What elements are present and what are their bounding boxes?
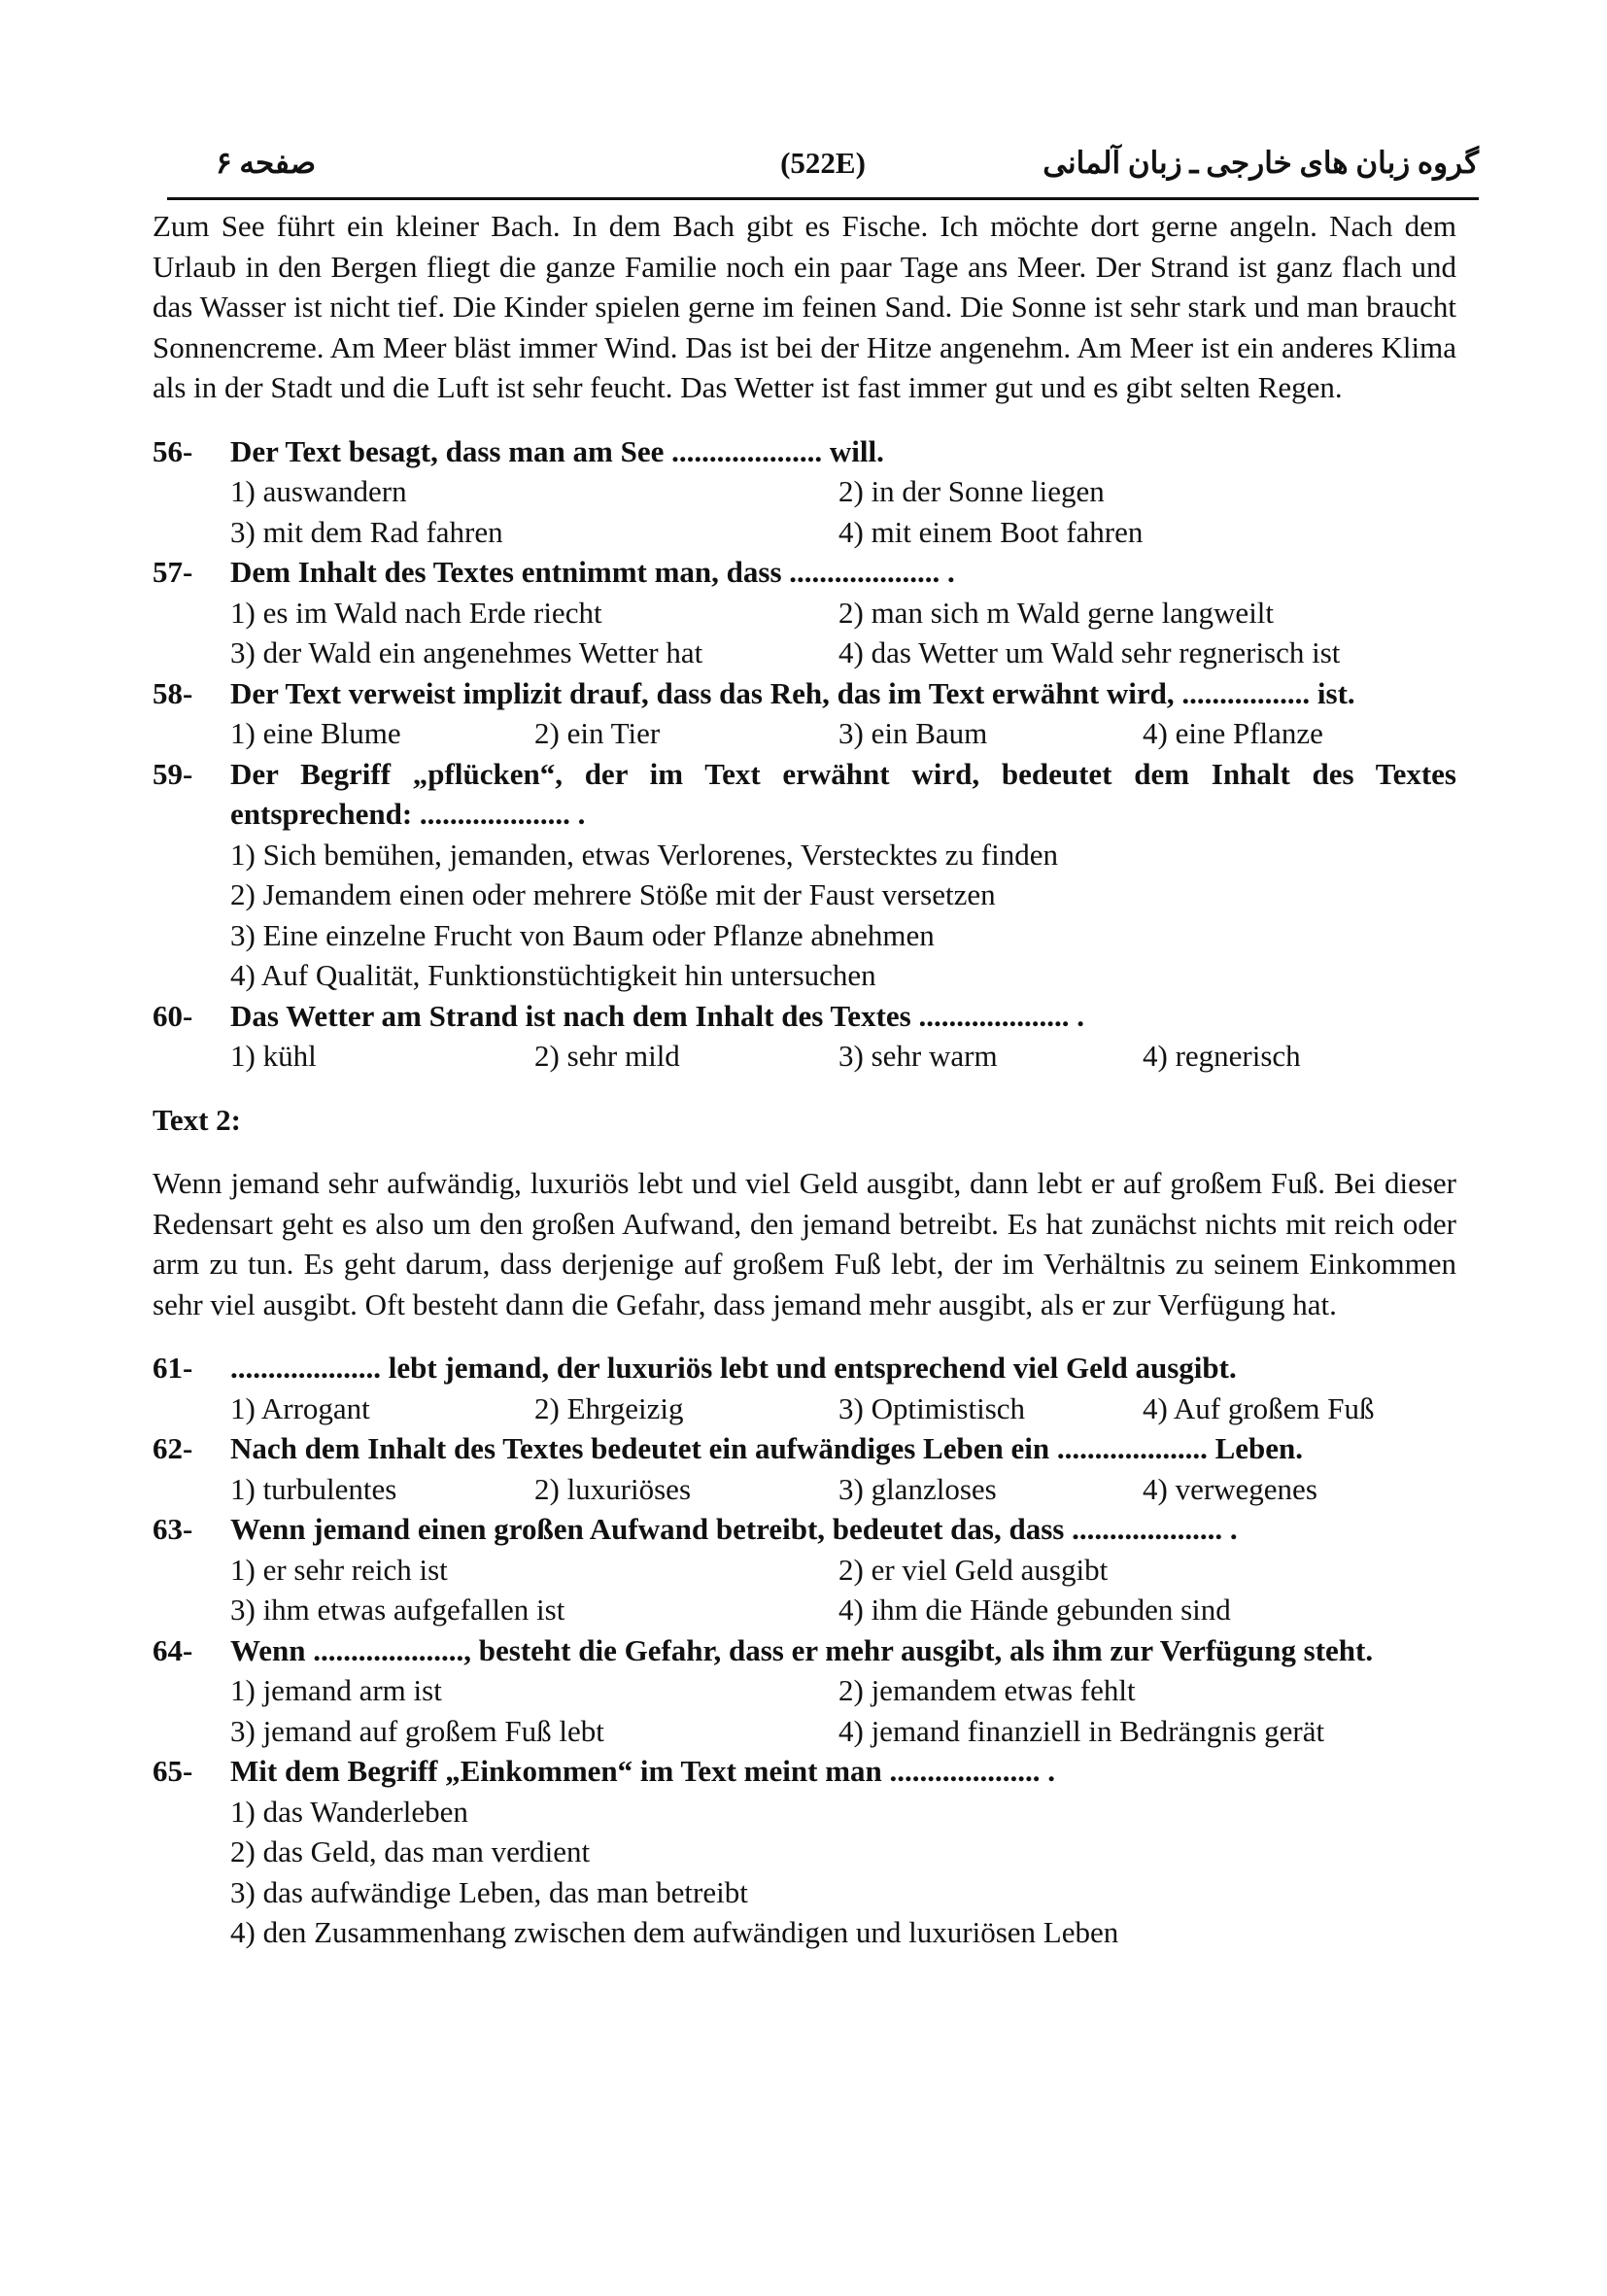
answer-option[interactable]: 4) regnerisch [1143,1039,1301,1073]
exam-group-title: گروه زبان های خارجی ـ زبان آلمانی [1043,146,1479,180]
answer-option[interactable]: 4) eine Pflanze [1143,716,1323,750]
question-number: 64- [153,1632,193,1667]
question-text: Der Text besagt, dass man am See .................... will. [230,433,884,468]
answer-option[interactable]: 2) Jemandem einen oder mehrere Stöße mit der Faust versetzen [230,877,996,911]
answer-option[interactable]: 1) kühl [230,1039,317,1073]
answer-options [230,1670,1456,1751]
answer-option[interactable]: 3) das aufwändige Leben, das man betreibt [230,1874,748,1909]
para-line: Strand ist ganz flach und das Wasser ist nicht tief. Die Kinder spielen gerne im feinen Sand. [153,249,1457,324]
page-content [153,206,1456,1953]
answer-option[interactable]: 3) der Wald ein angenehmes Wetter hat [230,635,703,669]
answer-option[interactable]: 2) man sich m Wald gerne langweilt [838,595,1275,630]
question-number: 56- [153,433,193,468]
intro-paragraph [153,206,1456,408]
question-58 [153,673,1456,754]
question-text: Mit dem Begriff „Einkommen“ im Text meint man .................... . [230,1754,1056,1788]
question-number: 58- [153,675,193,710]
answer-options [230,1469,1456,1510]
answer-option[interactable]: 1) turbulentes [230,1471,397,1506]
answer-option[interactable]: 4) mit einem Boot fahren [838,514,1144,549]
text2-paragraph [153,1163,1456,1324]
answer-option[interactable]: 2) Ehrgeizig [534,1390,684,1425]
para-line: Die Sonne ist sehr stark und man braucht Sonnencreme. Am Meer bläst immer Wind. Das ist [153,290,1457,364]
question-text: Der Begriff „pflücken“, der im Text erwähnt wird, bedeutet dem Inhalt des Textes entsprechend: .................... . [230,756,1456,831]
question-number: 63- [153,1512,193,1546]
answer-option[interactable]: 3) mit dem Rad fahren [230,514,503,549]
question-number: 62- [153,1431,193,1465]
question-text: Das Wetter am Strand ist nach dem Inhalt des Textes .................... . [230,998,1084,1033]
answer-option[interactable]: 1) eine Blume [230,716,401,750]
answer-options [230,1388,1456,1429]
answer-option[interactable]: 2) sehr mild [534,1039,680,1073]
para-line: Zum See führt ein kleiner Bach. In dem Bach gibt es Fische. Ich möchte dort gerne angeln. [153,209,1317,243]
question-57 [153,552,1456,673]
question-62 [153,1428,1456,1509]
answer-option[interactable]: 1) auswandern [230,474,407,508]
answer-options [230,713,1456,754]
question-59 [153,754,1456,996]
answer-option[interactable]: 4) das Wetter um Wald sehr regnerisch ist [838,635,1341,669]
question-number: 59- [153,756,193,791]
exam-code: (522E) [780,146,866,180]
answer-option[interactable]: 2) ein Tier [534,716,661,750]
answer-option[interactable]: 2) das Geld, das man verdient [230,1834,591,1868]
answer-option[interactable]: 1) es im Wald nach Erde riecht [230,595,602,630]
question-63 [153,1509,1456,1630]
answer-option[interactable]: 4) Auf großem Fuß [1143,1390,1375,1425]
page-header [167,146,1479,190]
answer-option[interactable]: 1) er sehr reich ist [230,1552,448,1587]
question-number: 60- [153,998,193,1033]
question-text: Dem Inhalt des Textes entnimmt man, dass .................... . [230,555,955,589]
answer-options [230,1550,1456,1630]
question-60 [153,996,1456,1077]
answer-option[interactable]: 1) das Wanderleben [230,1794,468,1829]
answer-option[interactable]: 1) Sich bemühen, jemanden, etwas Verlorenes, Verstecktes zu finden [230,837,1058,872]
question-56 [153,431,1456,553]
header-divider [167,197,1479,200]
para-line: Wenn jemand sehr aufwändig, luxuriös lebt und viel Geld ausgibt, dann lebt er auf großem [153,1166,1263,1200]
answer-option[interactable]: 4) den Zusammenhang zwischen dem aufwändigen und luxuriösen Leben [230,1915,1119,1949]
answer-option[interactable]: 1) Arrogant [230,1390,370,1425]
answer-option[interactable]: 2) er viel Geld ausgibt [838,1552,1109,1587]
question-text: Wenn jemand einen großen Aufwand betreibt, bedeutet das, dass .................... . [230,1512,1238,1546]
answer-option[interactable]: 4) Auf Qualität, Funktionstüchtigkeit hin untersuchen [230,958,876,992]
para-line: zunächst nichts mit reich oder arm zu tun. Es geht darum, dass derjenige auf großem Fuß lebt, [153,1206,1456,1281]
text2-heading: Text 2: [153,1102,241,1137]
answer-option[interactable]: 3) Eine einzelne Frucht von Baum oder Pflanze abnehmen [230,917,935,952]
question-61 [153,1348,1456,1428]
answer-option[interactable]: 3) Optimistisch [838,1390,1026,1425]
answer-options [230,593,1456,673]
question-text: .................... lebt jemand, der luxuriös lebt und entsprechend viel Geld ausgibt. [230,1351,1237,1385]
question-65 [153,1751,1456,1953]
answer-option[interactable]: 4) jemand finanziell in Bedrängnis gerät [838,1713,1325,1748]
answer-option[interactable]: 2) jemandem etwas fehlt [838,1673,1136,1707]
para-line: feucht. Das Wetter ist fast immer gut und es gibt selten Regen. [590,370,1343,404]
para-line: der im Verhältnis zu seinem Einkommen sehr viel ausgibt. Oft besteht dann die Gefahr, dass [153,1247,1457,1321]
page-number: صفحه ۶ [216,146,317,180]
answer-option[interactable]: 3) sehr warm [838,1039,998,1073]
question-number: 61- [153,1351,193,1385]
answer-option[interactable]: 3) ihm etwas aufgefallen ist [230,1593,565,1627]
answer-option[interactable]: 3) jemand auf großem Fuß lebt [230,1713,604,1748]
question-text: Der Text verweist implizit drauf, dass das Reh, das im Text erwähnt wird, ................. ist. [230,675,1355,710]
answer-option[interactable]: 2) luxuriöses [534,1471,692,1506]
para-line: Fuß. Bei dieser Redensart geht es also um den großen Aufwand, den jemand betreibt. Es hat [153,1166,1457,1241]
question-text: Wenn ...................., besteht die Gefahr, dass er mehr ausgibt, als ihm zur Verfügung steht. [230,1632,1374,1667]
answer-options [230,835,1456,996]
para-line: Nach dem Urlaub in den Bergen fliegt die ganze Familie noch ein paar Tage ans Meer. Der [153,209,1457,284]
answer-option[interactable]: 3) ein Baum [838,716,988,750]
para-line: bei der Hitze angenehm. Am Meer ist ein anderes Klima als in der Stadt und die Luft ist sehr [153,329,1457,404]
answer-option[interactable]: 2) in der Sonne liegen [838,474,1105,508]
para-line: jemand mehr ausgibt, als er zur Verfügung hat. [772,1286,1337,1321]
answer-option[interactable]: 4) ihm die Hände gebunden sind [838,1593,1231,1627]
answer-option[interactable]: 4) verwegenes [1143,1471,1317,1506]
answer-option[interactable]: 1) jemand arm ist [230,1673,442,1707]
answer-options [230,471,1456,552]
question-64 [153,1630,1456,1752]
question-number: 65- [153,1754,193,1788]
answer-options [230,1036,1456,1077]
question-number: 57- [153,555,193,589]
answer-options [230,1792,1456,1953]
answer-option[interactable]: 3) glanzloses [838,1471,997,1506]
question-text: Nach dem Inhalt des Textes bedeutet ein aufwändiges Leben ein .................... Leben. [230,1431,1304,1465]
